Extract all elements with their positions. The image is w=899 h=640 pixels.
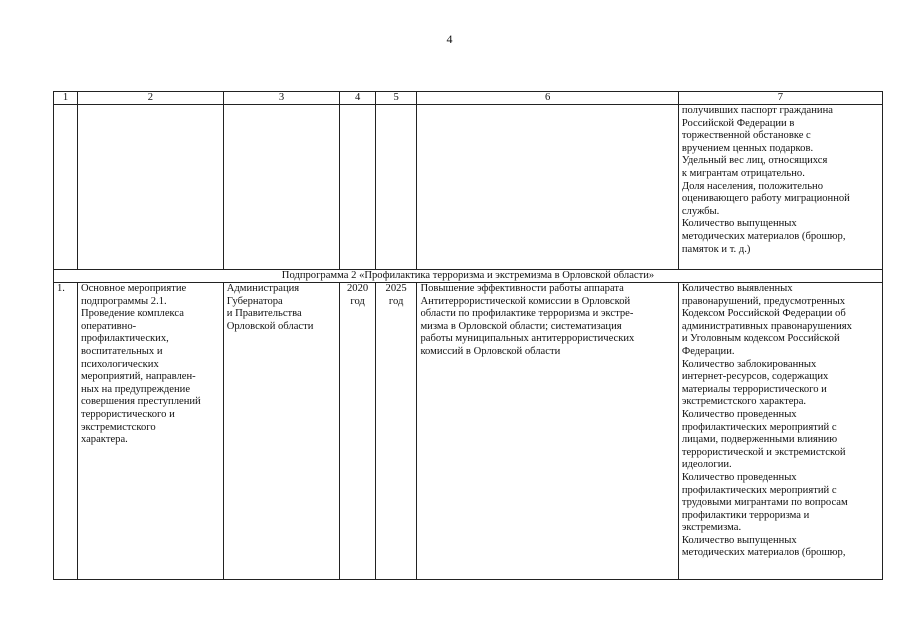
- empty-cell: [77, 105, 223, 270]
- empty-cell: [417, 105, 678, 270]
- column-number: 7: [678, 92, 882, 105]
- executor-cell: Администрация Губернатора и Правительства Орловской области: [223, 283, 340, 580]
- column-number: 3: [223, 92, 340, 105]
- start-year-cell: 2020 год: [340, 283, 375, 580]
- table-row: [54, 283, 883, 580]
- row-number: 1.: [54, 283, 78, 580]
- column-number: 6: [417, 92, 678, 105]
- column-number: 1: [54, 92, 78, 105]
- continuation-row: [54, 105, 883, 270]
- indicators-cell: Количество выявленных правонарушений, предусмотренных Кодексом Российской Федерации об административных правонарушениях и Уголовным кодексом Российской Федерации. Количество заблокированных интернет-ресурсов, содержащих материалы террористического и экстремистского характера. Количество проведенных профилактических мероприятий с лицами, подверженными влиянию террористической и экстремистской идеологии. Количество проведенных профилактических мероприятий с трудовыми мигрантами по вопросам профилактики терроризма и экстремизма. Количество выпущенных методических материалов (брошюр,: [678, 283, 882, 580]
- column-number: 4: [340, 92, 375, 105]
- measures-table: [53, 91, 883, 580]
- indicators-continued-cell: получивших паспорт гражданина Российской Федерации в торжественной обстановке с вручением ценных подарков. Удельный вес лиц, относящихся к мигрантам отрицательно. Доля населения, положительно оценивающего работу миграционной службы. Количество выпущенных методических материалов (брошюр, памяток и т. д.): [678, 105, 882, 270]
- page-number: 4: [446, 32, 453, 46]
- subprogram-row: [54, 270, 883, 283]
- empty-cell: [223, 105, 340, 270]
- empty-cell: [375, 105, 417, 270]
- column-number: 2: [77, 92, 223, 105]
- empty-cell: [340, 105, 375, 270]
- measure-cell: Основное мероприятие подпрограммы 2.1. Проведение комплекса оперативно- профилактических, воспитательных и психологических мероприятий, направлен- ных на предупреждение совершения преступлений террористического и экстремистского характера.: [77, 283, 223, 580]
- column-number: 5: [375, 92, 417, 105]
- end-year-cell: 2025 год: [375, 283, 417, 580]
- column-number-row: [54, 92, 883, 105]
- empty-cell: [54, 105, 78, 270]
- result-cell: Повышение эффективности работы аппарата Антитеррористической комиссии в Орловской области по профилактике терроризма и экстре- мизма в Орловской области; систематизация работы муниципальных антитеррористических комиссий в Орловской области: [417, 283, 678, 580]
- subprogram-title: Подпрограмма 2 «Профилактика терроризма и экстремизма в Орловской области»: [54, 270, 883, 283]
